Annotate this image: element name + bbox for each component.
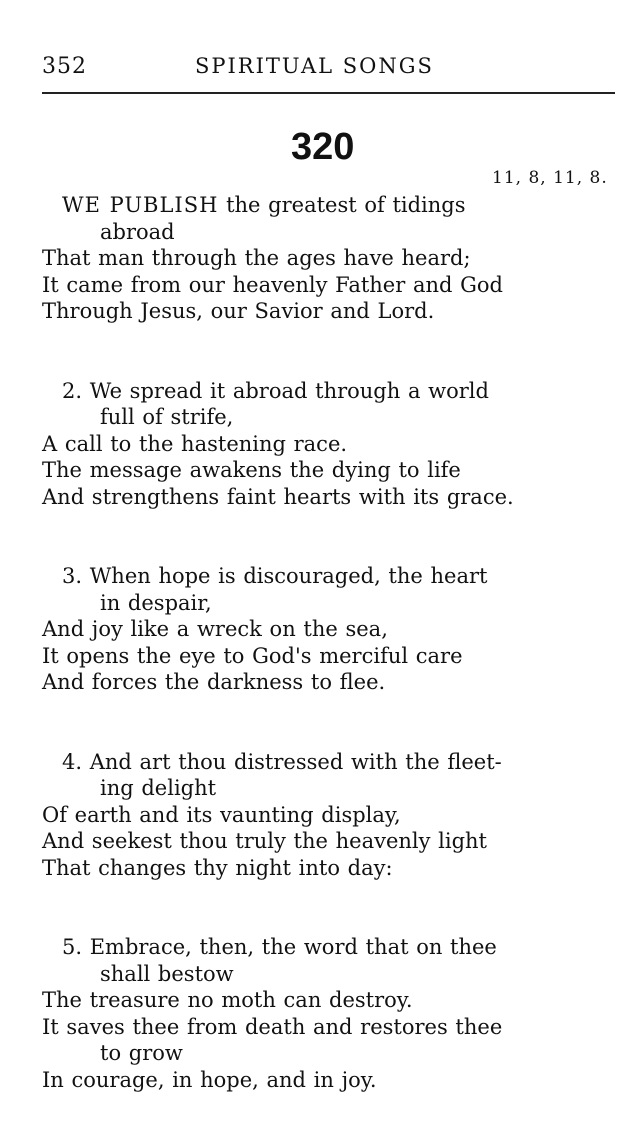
stanza-line: In courage, in hope, and in joy. bbox=[42, 1067, 377, 1092]
stanza-2 bbox=[42, 378, 618, 511]
stanza-line: That changes thy night into day: bbox=[42, 855, 393, 880]
stanza-line: 5. Embrace, then, the word that on thee bbox=[62, 935, 497, 959]
stanza-line: ing delight bbox=[100, 776, 217, 800]
stanza-line: And forces the darkness to flee. bbox=[42, 670, 386, 694]
stanza-line: The treasure no moth can destroy. bbox=[42, 988, 413, 1012]
stanza-5 bbox=[42, 934, 618, 1093]
page-number: 352 bbox=[42, 54, 87, 79]
stanza-line: It saves thee from death and restores thee bbox=[42, 1014, 503, 1039]
stanza-line: It came from our heavenly Father and God bbox=[42, 272, 503, 297]
stanza-line: And strengthens faint hearts with its grace. bbox=[42, 484, 514, 509]
stanza-4 bbox=[42, 749, 618, 882]
stanza-line: A call to the hastening race. bbox=[42, 431, 348, 456]
stanza-line: 3. When hope is discouraged, the heart bbox=[62, 564, 488, 588]
header-rule bbox=[42, 92, 615, 94]
stanza-line: abroad bbox=[100, 219, 175, 244]
stanza-3 bbox=[42, 563, 618, 696]
stanza-line: shall bestow bbox=[100, 961, 234, 986]
hymn-number: 320 bbox=[291, 126, 355, 168]
running-head: SPIRITUAL SONGS bbox=[195, 54, 434, 78]
stanza-line: The message awakens the dying to life bbox=[42, 458, 461, 482]
stanza-line: And joy like a wreck on the sea, bbox=[42, 617, 388, 641]
line-text: the greatest of tidings bbox=[218, 193, 466, 217]
stanza-line: That man through the ages have heard; bbox=[42, 246, 471, 270]
stanza-line bbox=[42, 192, 618, 219]
hymn-verses bbox=[42, 192, 618, 1146]
stanza-line: And seekest thou truly the heavenly light bbox=[42, 829, 488, 853]
stanza-line: It opens the eye to God's merciful care bbox=[42, 643, 463, 668]
stanza-line: 2. We spread it abroad through a world bbox=[62, 378, 489, 403]
first-words: WE PUBLISH bbox=[62, 193, 219, 217]
stanza-line: 4. And art thou distressed with the fleet- bbox=[62, 749, 502, 774]
stanza-1 bbox=[42, 192, 618, 325]
stanza-line: in despair, bbox=[100, 590, 212, 615]
stanza-line: to grow bbox=[100, 1041, 183, 1065]
stanza-line: Through Jesus, our Savior and Lord. bbox=[42, 299, 435, 323]
stanza-line: full of strife, bbox=[100, 405, 234, 429]
hymn-meter: 11, 8, 11, 8. bbox=[492, 168, 608, 188]
stanza-line: Of earth and its vaunting display, bbox=[42, 802, 401, 827]
